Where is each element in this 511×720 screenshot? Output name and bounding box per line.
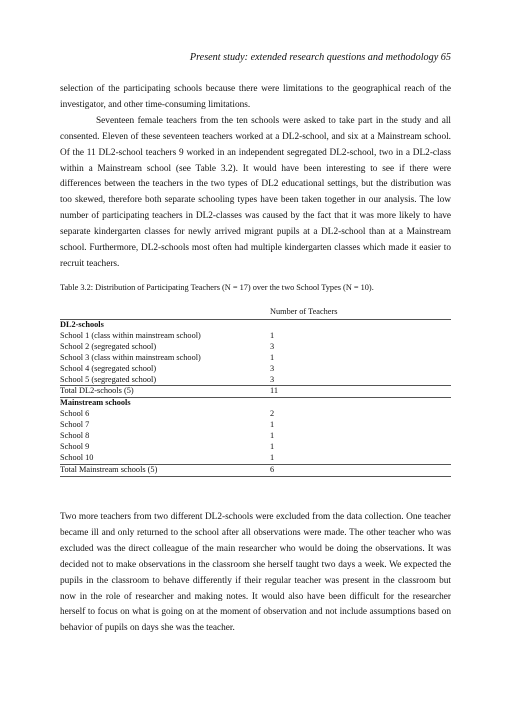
running-head: Present study: extended research questions and methodology 65 [189, 52, 451, 63]
school-cell: School 2 (segregated school) [60, 341, 157, 351]
table-row [60, 364, 451, 375]
total-value: 11 [270, 386, 451, 398]
table-row [60, 375, 451, 386]
school-cell: School 6 [60, 409, 90, 419]
school-cell: School 10 [60, 452, 94, 462]
school-cell: School 1 (class within mainstream school) [60, 330, 201, 340]
school-cell: School 8 [60, 431, 90, 441]
school-cell: School 3 (class within mainstream school) [60, 352, 201, 362]
table-header-empty-cell [60, 305, 270, 320]
paragraph: Seventeen female teachers from the ten schools were asked to take part in the study and all consented. Eleven of these seventeen teachers worked at a DL2-school, and six at a Mainstream school. Of the 11 DL2-school teachers 9 worked in an independent segregated DL2-school, two in a DL2-class within a Mainstream school (see Table 3.2). It would have been interesting to see if there were differences between the teachers in the two types of DL2 educational settings, but the distribution was too skewed, therefore both separate schooling types have been taken together in our analysis. The low number of participating teachers in DL2-classes was caused by the fact that it was more likely to have separate kindergarten classes for newly arrived migrant pupils at a DL2-school than at a Mainstream school. Furthermore, DL2-schools most often had multiple kindergarten classes which made it easier to recruit teachers. [60, 115, 451, 269]
paragraph: Two more teachers from two different DL2-schools were excluded from the data collection. One teacher became ill and only returned to the school after all observations were made. The other teacher who was excluded was the direct colleague of the main researcher who would be doing the observations. It was decided not to make observations in the classroom she herself taught two days a week. We expected the pupils in the classroom to behave differently if their regular teacher was present in the classroom but now in the role of researcher and making notes. It would also have been difficult for the researcher herself to focus on what is going on at the moment of observation and not include assumptions based on behavior of pupils on days she was the teacher. [60, 512, 451, 634]
school-cell: School 5 (segregated school) [60, 374, 157, 384]
group-title: Mainstream schools [60, 398, 270, 409]
teachers-cell: 1 [270, 431, 275, 441]
body-text-bottom [60, 510, 451, 637]
teachers-cell: 1 [270, 330, 275, 340]
teacher-distribution-table [60, 305, 451, 477]
teachers-cell: 3 [270, 341, 275, 351]
table-row [60, 331, 451, 342]
column-header: Number of Teachers [270, 305, 451, 320]
school-cell: School 7 [60, 420, 90, 430]
table-group-row [60, 320, 451, 331]
table-row [60, 342, 451, 353]
table-total-row [60, 464, 451, 476]
school-cell: School 4 (segregated school) [60, 363, 157, 373]
total-label: Total DL2-schools (5) [60, 386, 270, 398]
table-row [60, 453, 451, 464]
table-header-row [60, 305, 451, 320]
paragraph: selection of the participating schools because there were limitations to the geographical reach of the investigator, and other time-consuming limitations. [60, 84, 451, 110]
teachers-cell: 1 [270, 420, 275, 430]
teachers-cell: 1 [270, 441, 275, 451]
group-title: DL2-schools [60, 320, 270, 331]
table-row [60, 442, 451, 453]
teachers-cell: 1 [270, 452, 275, 462]
teachers-cell: 3 [270, 374, 275, 384]
teachers-cell: 2 [270, 409, 275, 419]
body-text-top [60, 82, 451, 273]
table-row [60, 420, 451, 431]
table-row [60, 409, 451, 420]
teachers-cell: 1 [270, 352, 275, 362]
table-total-row [60, 386, 451, 398]
total-label: Total Mainstream schools (5) [60, 464, 270, 476]
school-cell: School 9 [60, 441, 90, 451]
table-row [60, 431, 451, 442]
teachers-cell: 3 [270, 363, 275, 373]
table-row [60, 353, 451, 364]
total-value: 6 [270, 464, 451, 476]
table-caption: Table 3.2: Distribution of Participating Teachers (N = 17) over the two School Types (N = 10). [60, 283, 374, 292]
table-group-row [60, 398, 451, 409]
